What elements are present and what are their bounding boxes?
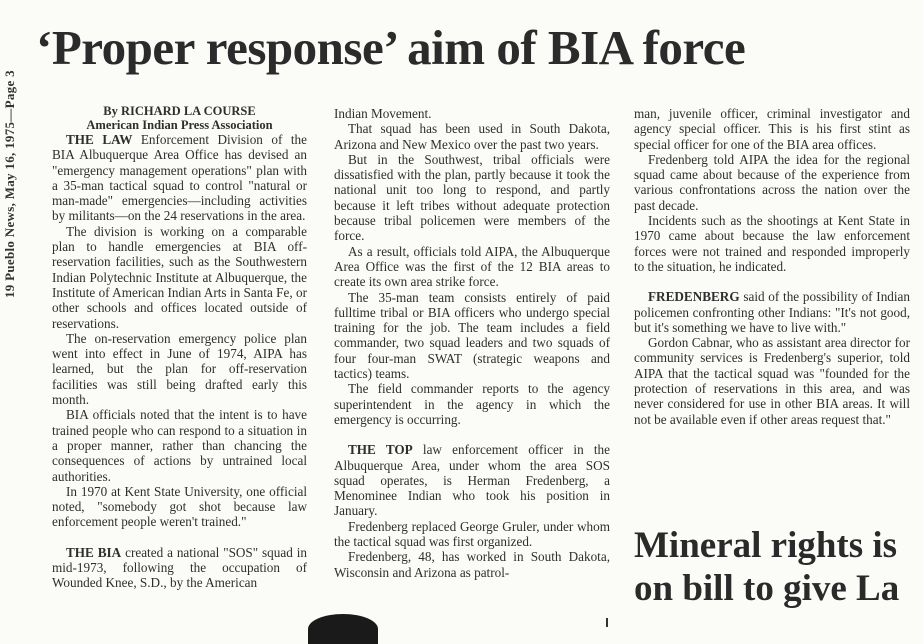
byline-organization: American Indian Press Association <box>86 118 273 132</box>
paragraph-text: created a national "SOS" squad in mid-1973, following the occupation of Wounded Knee, S.D., by the American <box>52 544 307 591</box>
paragraph: Incidents such as the shootings at Kent State in 1970 came about because the law enforcement forces were not trained and responded improperly to the situation, he indicated. <box>634 213 910 274</box>
paragraph <box>334 442 610 518</box>
paragraph-text: said of the possibility of Indian policemen confronting other Indians: "It's not good, but it's something we have to live with." <box>634 289 910 335</box>
paragraph-text: Enforcement Division of the BIA Albuquerque Area Office has devised an "emergency management operations" plan with a 35-man tactical squad to control "natural or man-made" emergencies—including activities by militants—on the 24 reservations in the area. <box>52 132 307 224</box>
paragraph: Indian Movement. <box>334 106 432 121</box>
paragraph-lead: FREDENBERG <box>648 289 740 305</box>
print-mark <box>606 618 608 627</box>
paragraph-text: law enforcement officer in the Albuquerque Area, under whom the area SOS squad operates, is Herman Fredenberg, a Menominee Indian who took his position in January. <box>334 442 610 519</box>
paragraph: Fredenberg told AIPA the idea for the regional squad came about because of the experience from various confrontations across the nation over the past decade. <box>634 151 910 213</box>
paragraph: In 1970 at Kent State University, one official noted, "somebody got shot because law enforcement people weren't trained." <box>52 483 307 530</box>
headline-line-1: Mineral rights is <box>634 525 898 566</box>
paragraph: Fredenberg replaced George Gruler, under whom the tactical squad was first organized. <box>334 518 610 550</box>
paragraph: As a result, officials told AIPA, the Albuquerque Area Office was the first of the 12 BIA areas to create its own area strike force. <box>334 243 610 290</box>
paragraph <box>52 132 307 224</box>
paragraph-lead: THE LAW <box>66 132 133 147</box>
paragraph: The 35-man team consists entirely of paid fulltime tribal or BIA officers who undergo special training for the job. The team includes a field commander, two squad leaders and two squads of four four-man SWAT (strategic weapons and tactics) teams. <box>334 289 610 382</box>
article-column-3 <box>634 106 910 427</box>
paragraph: Fredenberg, 48, has worked in South Dakota, Wisconsin and Arizona as patrol- <box>334 549 610 580</box>
article-column-1 <box>52 104 307 591</box>
paragraph: man, juvenile officer, criminal investigator and agency special officer. This is his first stint as special officer for one of the BIA area offices. <box>634 106 910 152</box>
second-article-headline <box>634 524 899 610</box>
headline-line-2: on bill to give La <box>634 568 900 609</box>
paragraph <box>634 289 910 335</box>
paragraph: The field commander reports to the agency superintendent in the agency in which the emergency is occurring. <box>334 381 610 427</box>
paragraph: The on-reservation emergency police plan went into effect in June of 1974, AIPA has learned, but the plan for off-reservation facilities was still being drafted early this month. <box>52 330 307 408</box>
byline-author: By RICHARD LA COURSE <box>103 104 256 118</box>
paragraph: Gordon Cabnar, who as assistant area director for community services is Fredenberg's superior, told AIPA that the tactical squad was "founded for the protection of reservations in this area, and was never considered for use in other BIA areas. It will not be available even if other areas request that." <box>634 335 910 427</box>
paragraph <box>52 545 307 591</box>
paragraph: But in the Southwest, tribal officials were dissatisfied with the plan, partly because it took the national unit too long to respond, and partly because it left tribes without adequate protection because tribal policemen were members of the force. <box>334 151 610 244</box>
paragraph: That squad has been used in South Dakota, Arizona and New Mexico over the past two years. <box>334 121 610 152</box>
paragraph: The division is working on a comparable plan to handle emergencies at BIA off-reservation facilities, such as the Southwestern Indian Polytechnic Institute at Albuquerque, the Institute of American Indian Arts in Santa Fe, or other schools and offices located outside of reservations. <box>52 223 307 331</box>
paragraph: BIA officials noted that the intent is to have trained people who can respond to a situation in a proper manner, rather than chancing the consequences of actions by untrained local authorities. <box>52 407 307 484</box>
article-column-2 <box>334 106 610 580</box>
ink-blot <box>308 614 378 644</box>
paragraph-lead: THE BIA <box>66 544 122 560</box>
article-headline: ‘Proper response’ aim of BIA force <box>36 20 746 75</box>
page-date-stamp: 19 Pueblo News, May 16, 1975—Page 3 <box>2 70 17 298</box>
paragraph-lead: THE TOP <box>348 442 413 458</box>
